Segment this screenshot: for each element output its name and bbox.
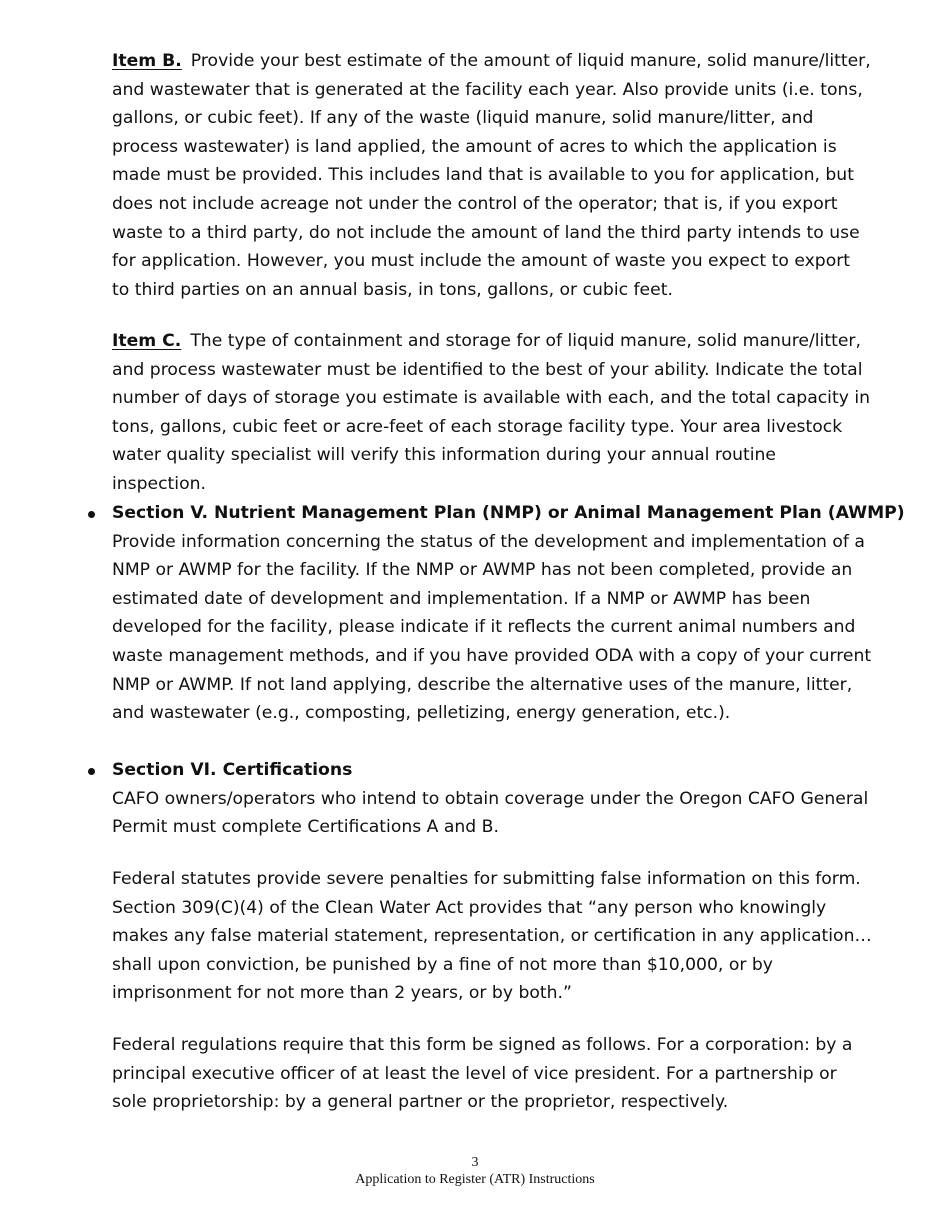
section-v-text: Provide information concerning the status of the development and implementation of a NMP or AWMP for the facility. If the NMP or AWMP has not been completed, provide an estimated date of development and implementation. If a NMP or AWMP has been developed for the facility, please indicate if it reflects the current animal numbers and waste management methods, and if you have provided ODA with a copy of your current NMP or AWMP. If not land applying, describe the alternative uses of the manure, litter, and wastewater (e.g., composting, pelletizing, energy generation, etc.). (112, 531, 872, 724)
item-b-paragraph (112, 47, 872, 304)
item-b-text: Provide your best estimate of the amount of liquid manure, solid manure/litter, and wastewater that is generated at the facility each year. Also provide units (i.e. tons, gallons, or cubic feet). If any of the waste (liquid manure, solid manure/litter, and process wastewater) is land applied, the amount of acres to which the application is made must be provided. This includes land that is available to you for application, but does not include acreage not under the control of the operator; that is, if you export waste to a third party, do not include the amount of land the third party intends to use for application. However, you must include the amount of waste you expect to export to third parties on an annual basis, in tons, gallons, or cubic feet. (112, 51, 871, 300)
section-vi-heading: Section VI. Certifications (112, 760, 353, 780)
item-b-label: Item B. (112, 51, 182, 71)
item-c-label: Item C. (112, 331, 182, 351)
section-v-block (112, 499, 905, 728)
footer-title: Application to Register (ATR) Instructions (355, 1172, 595, 1187)
section-vi-bullet-icon (84, 764, 98, 778)
item-c-paragraph (112, 327, 872, 499)
signature-paragraph: Federal regulations require that this form be signed as follows. For a corporation: by a principal executive officer of at least the level of vice president. For a partnership or sole proprietorship: by a general partner or the proprietor, respectively. (112, 1035, 853, 1113)
section-v-bullet-icon (84, 507, 98, 521)
section-vi-block (112, 756, 872, 842)
item-c-text: The type of containment and storage for of liquid manure, solid manure/litter, and process wastewater must be identified to the best of your ability. Indicate the total number of days of storage you estimate is available with each, and the total capacity in tons, gallons, cubic feet or acre-feet of each storage facility type. Your area livestock water quality specialist will verify this information during your annual routine inspection. (112, 331, 870, 494)
footer-page-number: 3 (471, 1155, 479, 1170)
section-v-heading: Section V. Nutrient Management Plan (NMP) or Animal Management Plan (AWMP) (112, 503, 905, 523)
section-vi-text: CAFO owners/operators who intend to obtain coverage under the Oregon CAFO General Permit must complete Certifications A and B. (112, 788, 869, 838)
penalties-paragraph: Federal statutes provide severe penalties for submitting false information on this form. Section 309(C)(4) of the Clean Water Act provides that “any person who knowingly makes any false material statement, representation, or certification in any application…shall upon conviction, be punished by a fine of not more than $10,000, or by imprisonment for not more than 2 years, or by both.” (112, 869, 872, 1004)
